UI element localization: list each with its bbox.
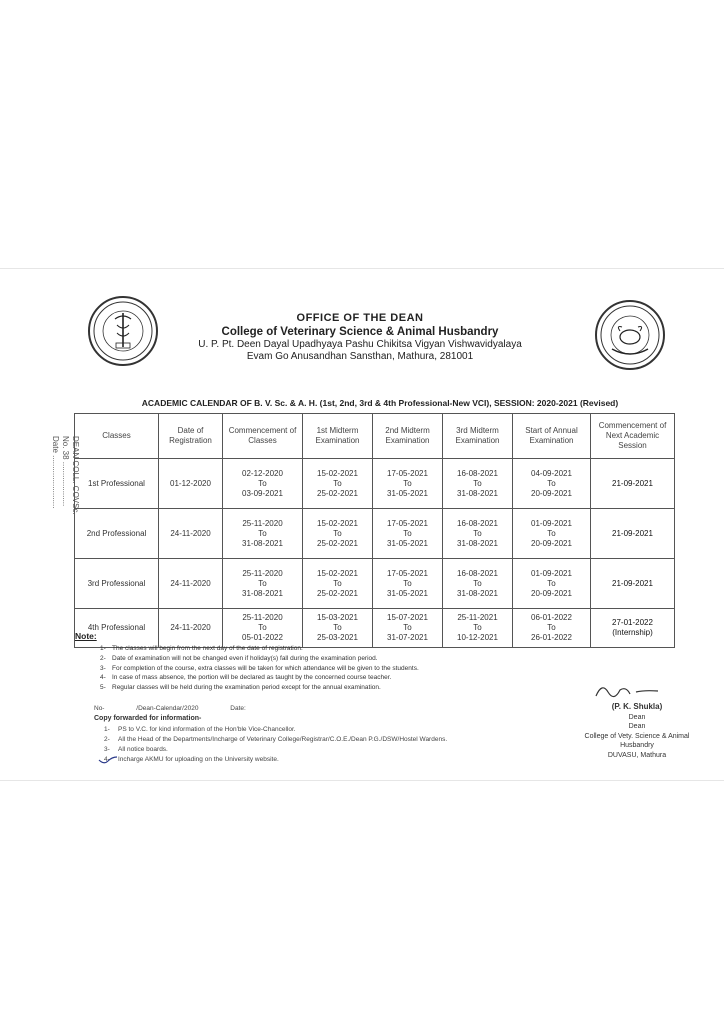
table-row [75,459,675,509]
side-stamp-line: Date ........................ [51,436,60,509]
class-name-cell: 4th Professional [75,609,159,648]
date-cell: 15-02-2021 To 25-02-2021 [303,509,373,559]
date-cell: 15-03-2021 To 25-03-2021 [303,609,373,648]
signatory-title: Dean [628,713,646,721]
note-text: Date of examination will not be changed even if holiday(s) fall during the examination period. [112,654,378,662]
date-cell: 24-11-2020 [159,609,223,648]
calendar-title: ACADEMIC CALENDAR OF B. V. Sc. & A. H. (1st, 2nd, 3rd & 4th Professional-New VCI), SESSION: 2020-2021 (Revised) [141,398,619,408]
column-header: Commencement of Next Academic Session [591,414,675,459]
date-cell: 17-05-2021 To 31-05-2021 [373,459,443,509]
note-number: 1- [100,645,106,652]
copy-text: All the Head of the Departments/Incharge of Veterinary College/Registrar/C.O.E./Dean P.G./DSW/Hostel Wardens. [118,736,448,744]
date-cell: 25-11-2020 To 31-08-2021 [223,559,303,609]
letterhead [150,312,570,362]
column-header: Classes [75,414,159,459]
table-header-row [75,414,675,459]
table-row [75,509,675,559]
college-name: College of Veterinary Science & Animal Husbandry [221,326,499,338]
college-seal-right [595,300,665,370]
table-row [75,609,675,648]
column-header: Date of Registration [159,414,223,459]
list-item [104,745,447,755]
scan-edge-bottom [0,780,724,781]
signatory-name: (P. K. Shukla) [611,702,663,711]
date-cell: 16-08-2021 To 31-08-2021 [443,459,513,509]
cow-emblem-seal-icon [598,303,662,367]
column-header: 2nd Midterm Examination [373,414,443,459]
date-cell: 01-09-2021 To 20-09-2021 [513,559,591,609]
note-heading: Note: [75,631,97,641]
column-header: Commencement of Classes [223,414,303,459]
date-cell: 25-11-2020 To 31-08-2021 [223,509,303,559]
date-cell: 15-02-2021 To 25-02-2021 [303,559,373,609]
notes-list [100,644,520,693]
list-item [100,664,520,674]
note-number: 4- [100,674,106,682]
date-cell: 02-12-2020 To 03-09-2021 [223,459,303,509]
note-number: 3- [100,664,106,672]
handwritten-signature-icon [592,680,662,702]
class-name-cell: 3rd Professional [75,559,159,609]
note-text: The classes will begin from the next day of the date of registration. [112,645,303,652]
note-number: 5- [100,684,106,691]
date-cell: 04-09-2021 To 20-09-2021 [513,459,591,509]
university-name: U. P. Pt. Deen Dayal Upadhyaya Pashu Chikitsa Vigyan Vishwavidyalaya [198,339,522,350]
date-cell: 17-05-2021 To 31-05-2021 [373,559,443,609]
date-cell: 24-11-2020 [159,509,223,559]
column-header: 1st Midterm Examination [303,414,373,459]
stamp-line: College of Vety. Science & Animal Husbandry [584,732,690,750]
list-item [104,735,447,745]
note-number: 2- [100,654,106,662]
note-text: In case of mass absence, the portion will be declared as taught by the concerned course teacher. [112,674,392,682]
reference-line [94,705,276,712]
column-header: Start of Annual Examination [513,414,591,459]
date-cell: 27-01-2022 (Internship) [591,609,675,648]
date-cell: 06-01-2022 To 26-01-2022 [513,609,591,648]
date-cell: 16-08-2021 To 31-08-2021 [443,559,513,609]
reference-no: No- [94,705,105,712]
list-item [104,755,447,765]
list-item [100,673,520,683]
copy-number: 4- [104,756,110,764]
stamp-title: Dean [628,723,646,731]
date-cell: 01-09-2021 To 20-09-2021 [513,509,591,559]
date-cell: 15-02-2021 To 25-02-2021 [303,459,373,509]
reference-date: Date: [230,705,246,712]
stamp-line: DUVASU, Mathura [607,751,667,759]
copy-number: 3- [104,746,110,754]
signatory-block [572,702,702,760]
handwritten-tick-icon [98,755,118,765]
copy-list [104,725,447,765]
date-cell: 15-07-2021 To 31-07-2021 [373,609,443,648]
date-cell: 21-09-2021 [591,509,675,559]
date-cell: 24-11-2020 [159,559,223,609]
date-cell: 21-09-2021 [591,559,675,609]
date-cell: 17-05-2021 To 31-05-2021 [373,509,443,559]
reference-code: /Dean-Calendar/2020 [136,705,199,712]
column-header: 3rd Midterm Examination [443,414,513,459]
date-cell: 16-08-2021 To 31-08-2021 [443,509,513,559]
date-cell: 25-11-2020 To 05-01-2022 [223,609,303,648]
class-name-cell: 2nd Professional [75,509,159,559]
list-item [100,683,520,693]
note-text: For completion of the course, extra classes will be taken for which attendance will be given to the students. [112,664,419,672]
side-stamp-line: No. 38 .................... [61,436,70,507]
copy-text: Incharge AKMU for uploading on the University website. [118,756,279,764]
date-cell: 21-09-2021 [591,459,675,509]
list-item [104,725,447,735]
copy-heading: Copy forwarded for information- [94,715,202,722]
side-stamp-line: DEAN COLL. COVSc. [71,436,80,515]
academic-calendar-table [74,413,675,648]
caduceus-seal-icon [91,299,155,363]
date-cell: 01-12-2020 [159,459,223,509]
copy-number: 1- [104,726,110,733]
copy-text: PS to V.C. for kind information of the Hon'ble Vice-Chancellor. [118,726,296,733]
table-row [75,559,675,609]
list-item [100,644,520,654]
scan-edge-top [0,268,724,269]
copy-number: 2- [104,736,110,744]
note-text: Regular classes will be held during the examination period except for the annual examination. [112,684,381,691]
list-item [100,654,520,664]
university-address: Evam Go Anusandhan Sansthan, Mathura, 281001 [246,351,474,362]
date-cell: 25-11-2021 To 10-12-2021 [443,609,513,648]
class-name-cell: 1st Professional [75,459,159,509]
copy-text: All notice boards. [118,746,168,754]
university-seal-left [88,296,158,366]
office-title: OFFICE OF THE DEAN [296,312,424,324]
